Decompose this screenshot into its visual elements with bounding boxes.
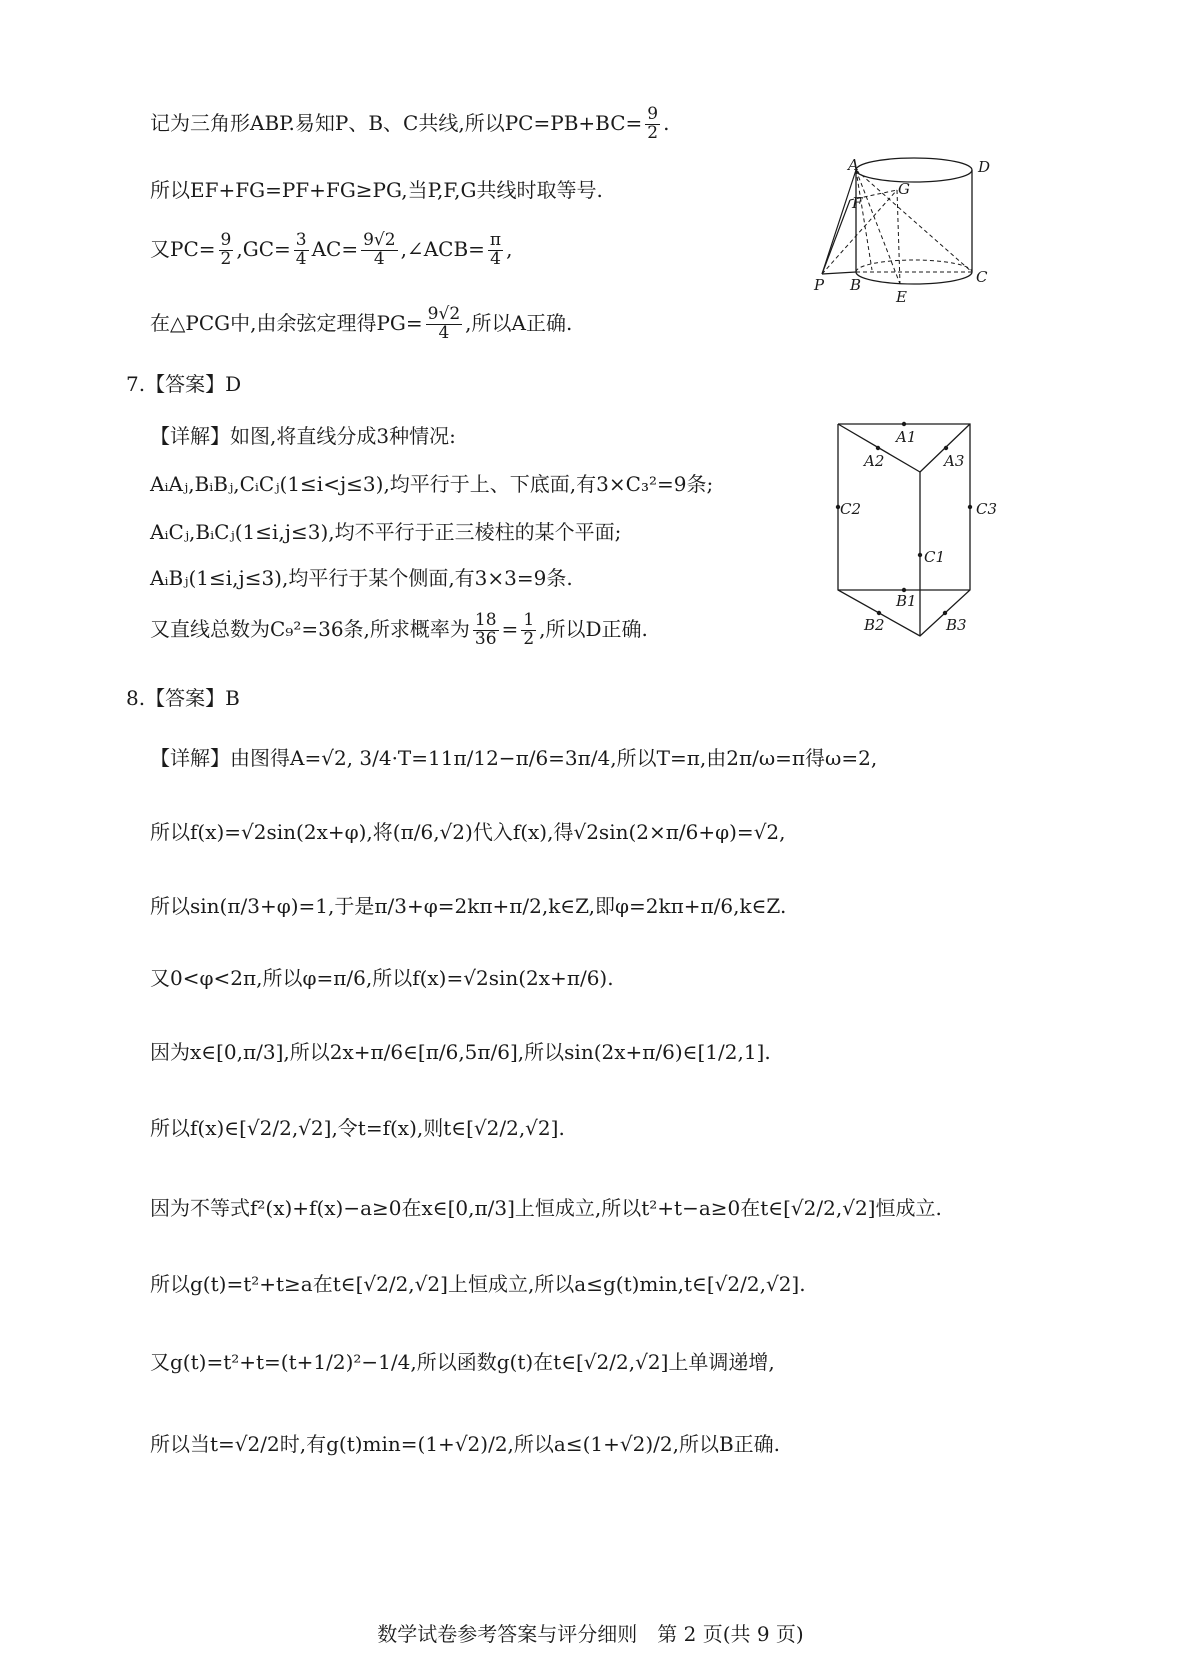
- figure2-label-a2: A2: [864, 452, 885, 470]
- fraction-1-2: $\frac{1}{2}$: [523, 610, 535, 649]
- figure1-label-c: C: [976, 268, 988, 286]
- figure2-label-a1: A1: [896, 428, 917, 446]
- figure1-label-a: A: [848, 156, 859, 174]
- fraction-pi-4: $\frac{\pi}{4}$: [489, 230, 502, 269]
- q8-line-1: 【详解】由图得A=√2, 3/4·T=11π/12−π/6=3π/4,所以T=π,由2π/ω=π得ω=2,: [150, 746, 878, 770]
- q7-line-4: AᵢBⱼ(1≤i,j≤3),均平行于某个侧面,有3×3=9条.: [150, 566, 573, 590]
- fraction-3-4: $\frac{3}{4}$: [295, 230, 307, 269]
- fraction-pc: $\frac{9}{2}$: [220, 230, 232, 269]
- q7-line-1: 【详解】如图,将直线分成3种情况:: [150, 424, 456, 448]
- figure2-label-c2: C2: [840, 500, 862, 518]
- q8-line-3: 所以sin(π/3+φ)=1,于是π/3+φ=2kπ+π/2,k∈Z,即φ=2kπ+π/6,k∈Z.: [150, 894, 787, 918]
- figure1-label-e: E: [896, 288, 907, 306]
- q7-line-3: AᵢCⱼ,BᵢCⱼ(1≤i,j≤3),均不平行于正三棱柱的某个平面;: [150, 520, 622, 544]
- q7-line-2: AᵢAⱼ,BᵢBⱼ,CᵢCⱼ(1≤i<j≤3),均平行于上、下底面,有3×C₃²=9条;: [150, 472, 714, 496]
- q8-line-5: 因为x∈[0,π/3],所以2x+π/6∈[π/6,5π/6],所以sin(2x+π/6)∈[1/2,1].: [150, 1040, 771, 1064]
- fraction-pg: $\frac{9√2}{4}$: [427, 304, 461, 343]
- q8-line-8: 所以g(t)=t²+t≥a在t∈[√2/2,√2]上恒成立,所以a≤g(t)min,t∈[√2/2,√2].: [150, 1272, 806, 1296]
- q6-line-1-text: 记为三角形ABP.易知P、B、C共线,所以PC=PB+BC=: [150, 110, 643, 135]
- figure1-label-f: F: [852, 194, 863, 212]
- figure2-label-c1: C1: [924, 548, 946, 566]
- figure2-label-c3: C3: [976, 500, 998, 518]
- prism-figure: [820, 410, 1020, 650]
- q8-line-10: 所以当t=√2/2时,有g(t)min=(1+√2)/2,所以a≤(1+√2)/2,所以B正确.: [150, 1432, 781, 1456]
- figure2-label-b1: B1: [896, 592, 917, 610]
- q6-line-2: 所以EF+FG=PF+FG≥PG,当P,F,G共线时取等号.: [150, 178, 603, 202]
- fraction-gc: $\frac{9√2}{4}$: [363, 230, 396, 269]
- cylinder-figure: [812, 150, 1032, 310]
- fraction-9-2: $\frac{9}{2}$: [647, 104, 659, 143]
- q7-answer-heading: 7.【答案】D: [126, 372, 242, 396]
- q6-line-4: 在△PCG中,由余弦定理得PG= $\frac{9√2}{4}$ ,所以A正确.: [150, 304, 573, 343]
- figure1-label-p: P: [814, 276, 825, 294]
- q6-line-1: 记为三角形ABP.易知P、B、C共线,所以PC=PB+BC= $\frac{9}{2}$ .: [150, 104, 670, 143]
- figure2-label-b2: B2: [864, 616, 885, 634]
- page-footer: 数学试卷参考答案与评分细则 第 2 页(共 9 页): [377, 1622, 804, 1646]
- fraction-18-36: $\frac{18}{36}$: [474, 610, 497, 649]
- q8-line-7: 因为不等式f²(x)+f(x)−a≥0在x∈[0,π/3]上恒成立,所以t²+t−a≥0在t∈[√2/2,√2]恒成立.: [150, 1196, 942, 1220]
- q7-line-5: 又直线总数为C₉²=36条,所求概率为 $\frac{18}{36}$ = $\frac{1}{2}$ ,所以D正确.: [150, 610, 648, 649]
- figure1-label-d: D: [978, 158, 991, 176]
- figure2-label-b3: B3: [946, 616, 967, 634]
- q8-line-6: 所以f(x)∈[√2/2,√2],令t=f(x),则t∈[√2/2,√2].: [150, 1116, 565, 1140]
- figure2-label-a3: A3: [944, 452, 965, 470]
- q8-line-2: 所以f(x)=√2sin(2x+φ),将(π/6,√2)代入f(x),得√2sin(2×π/6+φ)=√2,: [150, 820, 786, 844]
- q8-line-4: 又0<φ<2π,所以φ=π/6,所以f(x)=√2sin(2x+π/6).: [150, 966, 614, 990]
- q6-line-3: 又PC= $\frac{9}{2}$ ,GC= $\frac{3}{4}$ AC= $\frac{9√2}{4}$ ,∠ACB= $\frac{\pi}{4}$ ,: [150, 230, 513, 269]
- figure1-label-b: B: [850, 276, 862, 294]
- q8-answer-heading: 8.【答案】B: [126, 686, 240, 710]
- q8-line-9: 又g(t)=t²+t=(t+1/2)²−1/4,所以函数g(t)在t∈[√2/2,√2]上单调递增,: [150, 1350, 775, 1374]
- figure1-label-g: G: [898, 180, 910, 198]
